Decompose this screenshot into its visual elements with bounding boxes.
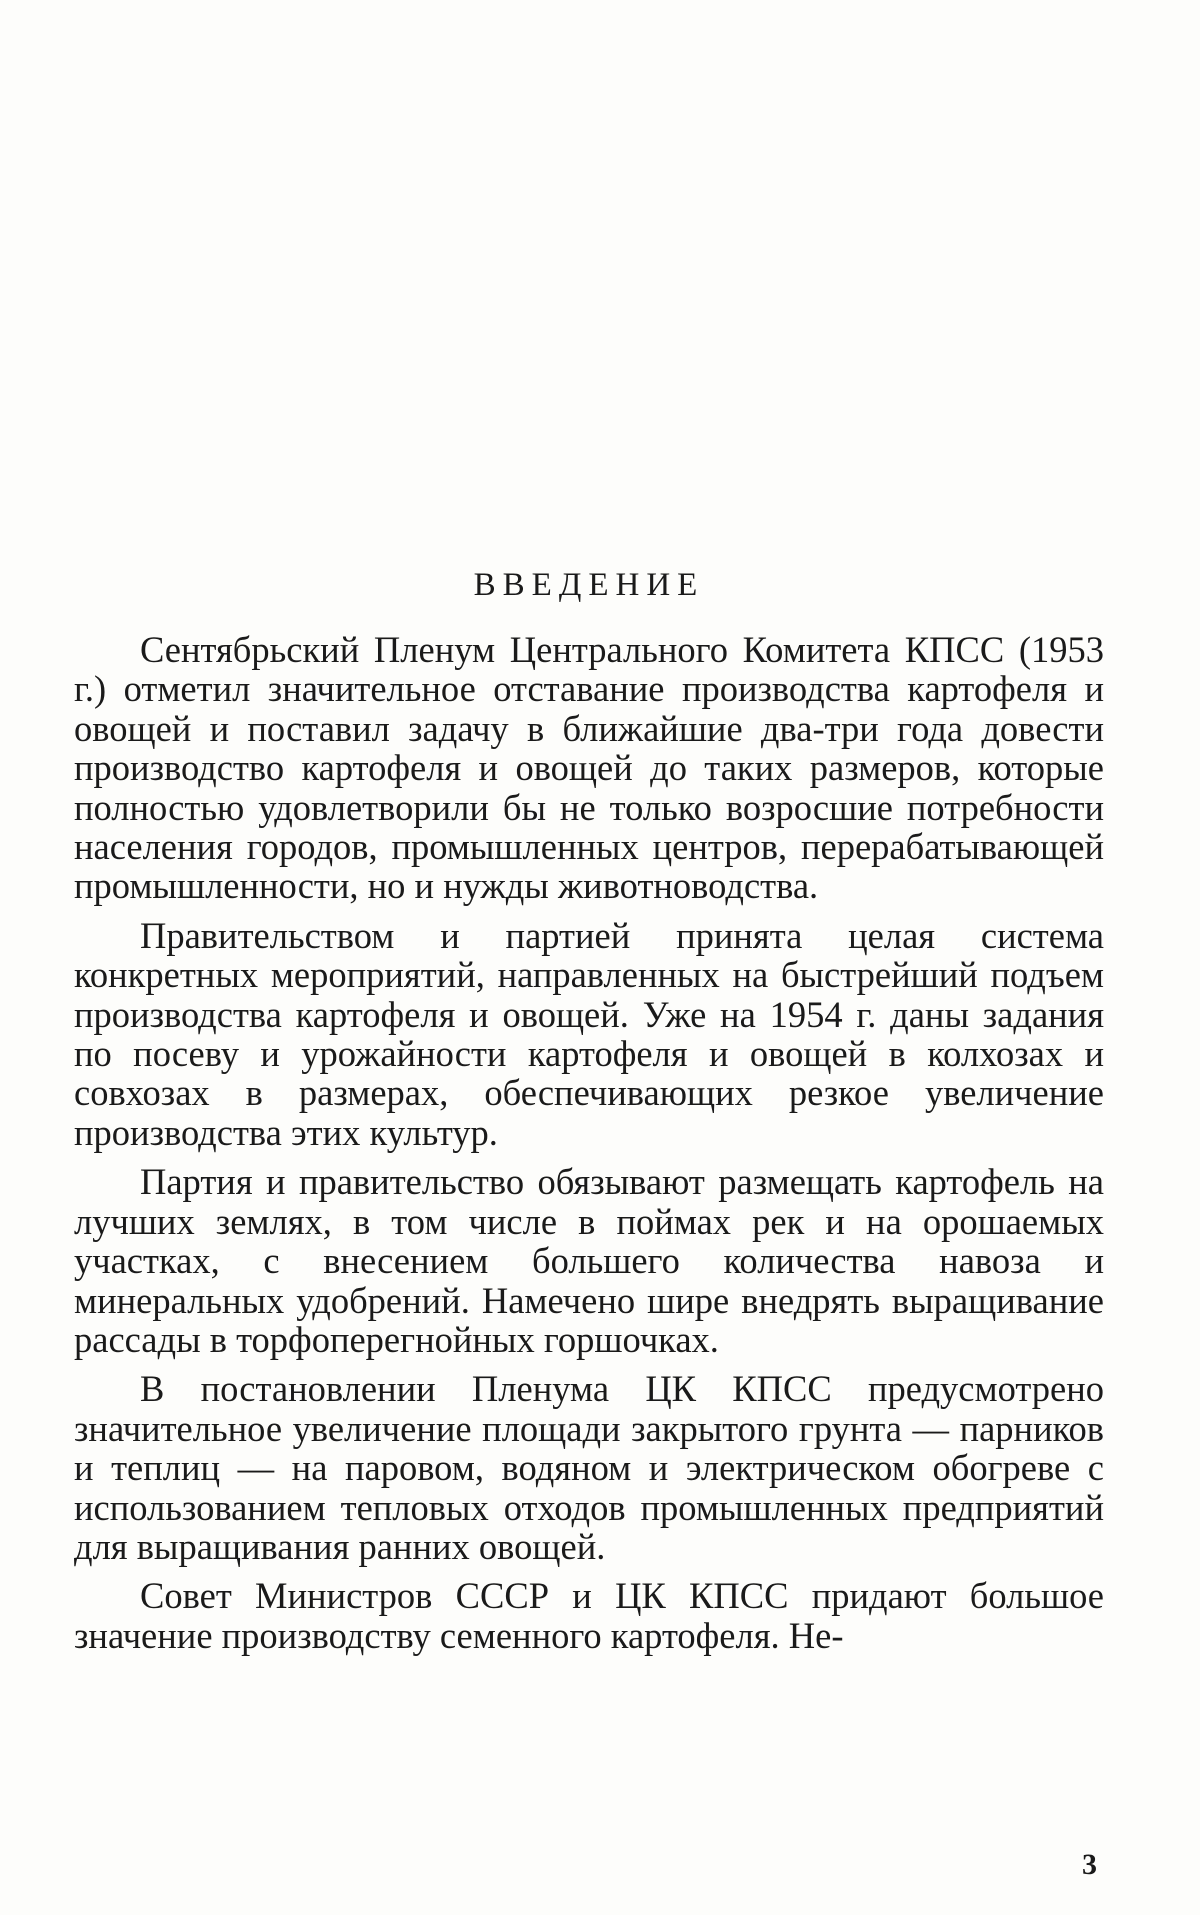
page-number: 3 xyxy=(1082,1848,1097,1881)
paragraph-1: Сентябрьский Пленум Центрального Комитета КПСС (1953 г.) отметил значительное отставание производства картофеля и овощей и поставил задачу в ближайшие два-три года довести производство картофеля и овощей до таких размеров, которые полностью удовлетворили бы не только возросшие потребности населения городов, промышленных центров, перерабатывающей промышленности, но и нужды животноводства. xyxy=(74,629,1104,907)
section-heading: ВВЕДЕНИЕ xyxy=(473,567,705,603)
paragraph-3: Партия и правительство обязывают размещать картофель на лучших землях, в том числе в поймах рек и на орошаемых участках, с внесением большего количества навоза и минеральных удобрений. Намечено шире внедрять выращивание рассады в торфоперегнойных горшочках. xyxy=(74,1161,1104,1360)
paragraph-2: Правительством и партией принята целая система конкретных мероприятий, направленных на быстрейший подъем производства картофеля и овощей. Уже на 1954 г. даны задания по посеву и урожайности картофеля и овощей в колхозах и совхозах в размерах, обеспечивающих резкое увеличение производства этих культур. xyxy=(74,914,1104,1153)
page-content xyxy=(74,567,1104,1655)
paragraph-4: В постановлении Пленума ЦК КПСС предусмотрено значительное увеличение площади закрытого грунта — парников и теплиц — на паровом, водяном и электрическом обогреве с использованием тепловых отходов промышленных предприятий для выращивания ранних овощей. xyxy=(74,1368,1104,1567)
paragraph-5: Совет Министров СССР и ЦК КПСС придают большое значение производству семенного картофеля. Не- xyxy=(74,1575,1104,1656)
